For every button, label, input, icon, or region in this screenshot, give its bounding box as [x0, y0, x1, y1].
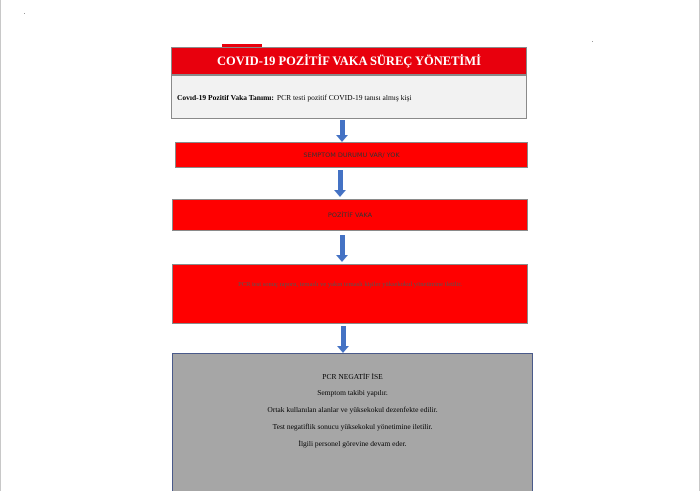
pcr-negative-line: Test negatiflik sonucu yüksekokul yönetimine iletilir.: [272, 422, 433, 431]
step-symptom-status: [175, 142, 528, 168]
definition-text: PCR testi pozitif COVID-19 tanısı almış kişi: [276, 93, 412, 102]
flowchart-title-text: COVID-19 POZİTİF VAKA SÜREÇ YÖNETİMİ: [217, 53, 481, 68]
step-symptom-text: SEMPTOM DURUMU VAR/ YOK: [303, 151, 400, 159]
down-arrow-icon: [337, 120, 348, 142]
step-pcr-report-text: PCR test sonuç raporu, temaslı ve yakın temaslı kişiler yüksekokul yönetimine iletilir.: [238, 281, 462, 288]
down-arrow-icon: [337, 235, 348, 262]
step-positive-text: POZİTİF VAKA: [327, 211, 373, 219]
definition-box: [171, 75, 527, 119]
pcr-negative-heading: PCR NEGATİF İSE: [322, 372, 383, 381]
pcr-negative-box: [172, 353, 533, 491]
step-pcr-report: [172, 264, 528, 324]
page-border-left: [0, 0, 1, 491]
down-arrow-icon: [335, 170, 346, 197]
pcr-negative-line: İlgili personel görevine devam eder.: [298, 439, 407, 448]
pcr-negative-line: Semptom takibi yapılır.: [317, 388, 388, 397]
down-arrow-icon: [338, 326, 349, 353]
step-positive-case: [172, 199, 528, 231]
definition-label: Covıd-19 Pozitif Vaka Tanımı:: [177, 93, 274, 102]
speck: [592, 41, 593, 42]
pcr-negative-line: Ortak kullanılan alanlar ve yüksekokul dezenfekte edilir.: [267, 405, 438, 414]
speck: [24, 13, 25, 14]
flowchart-title: [171, 47, 527, 75]
